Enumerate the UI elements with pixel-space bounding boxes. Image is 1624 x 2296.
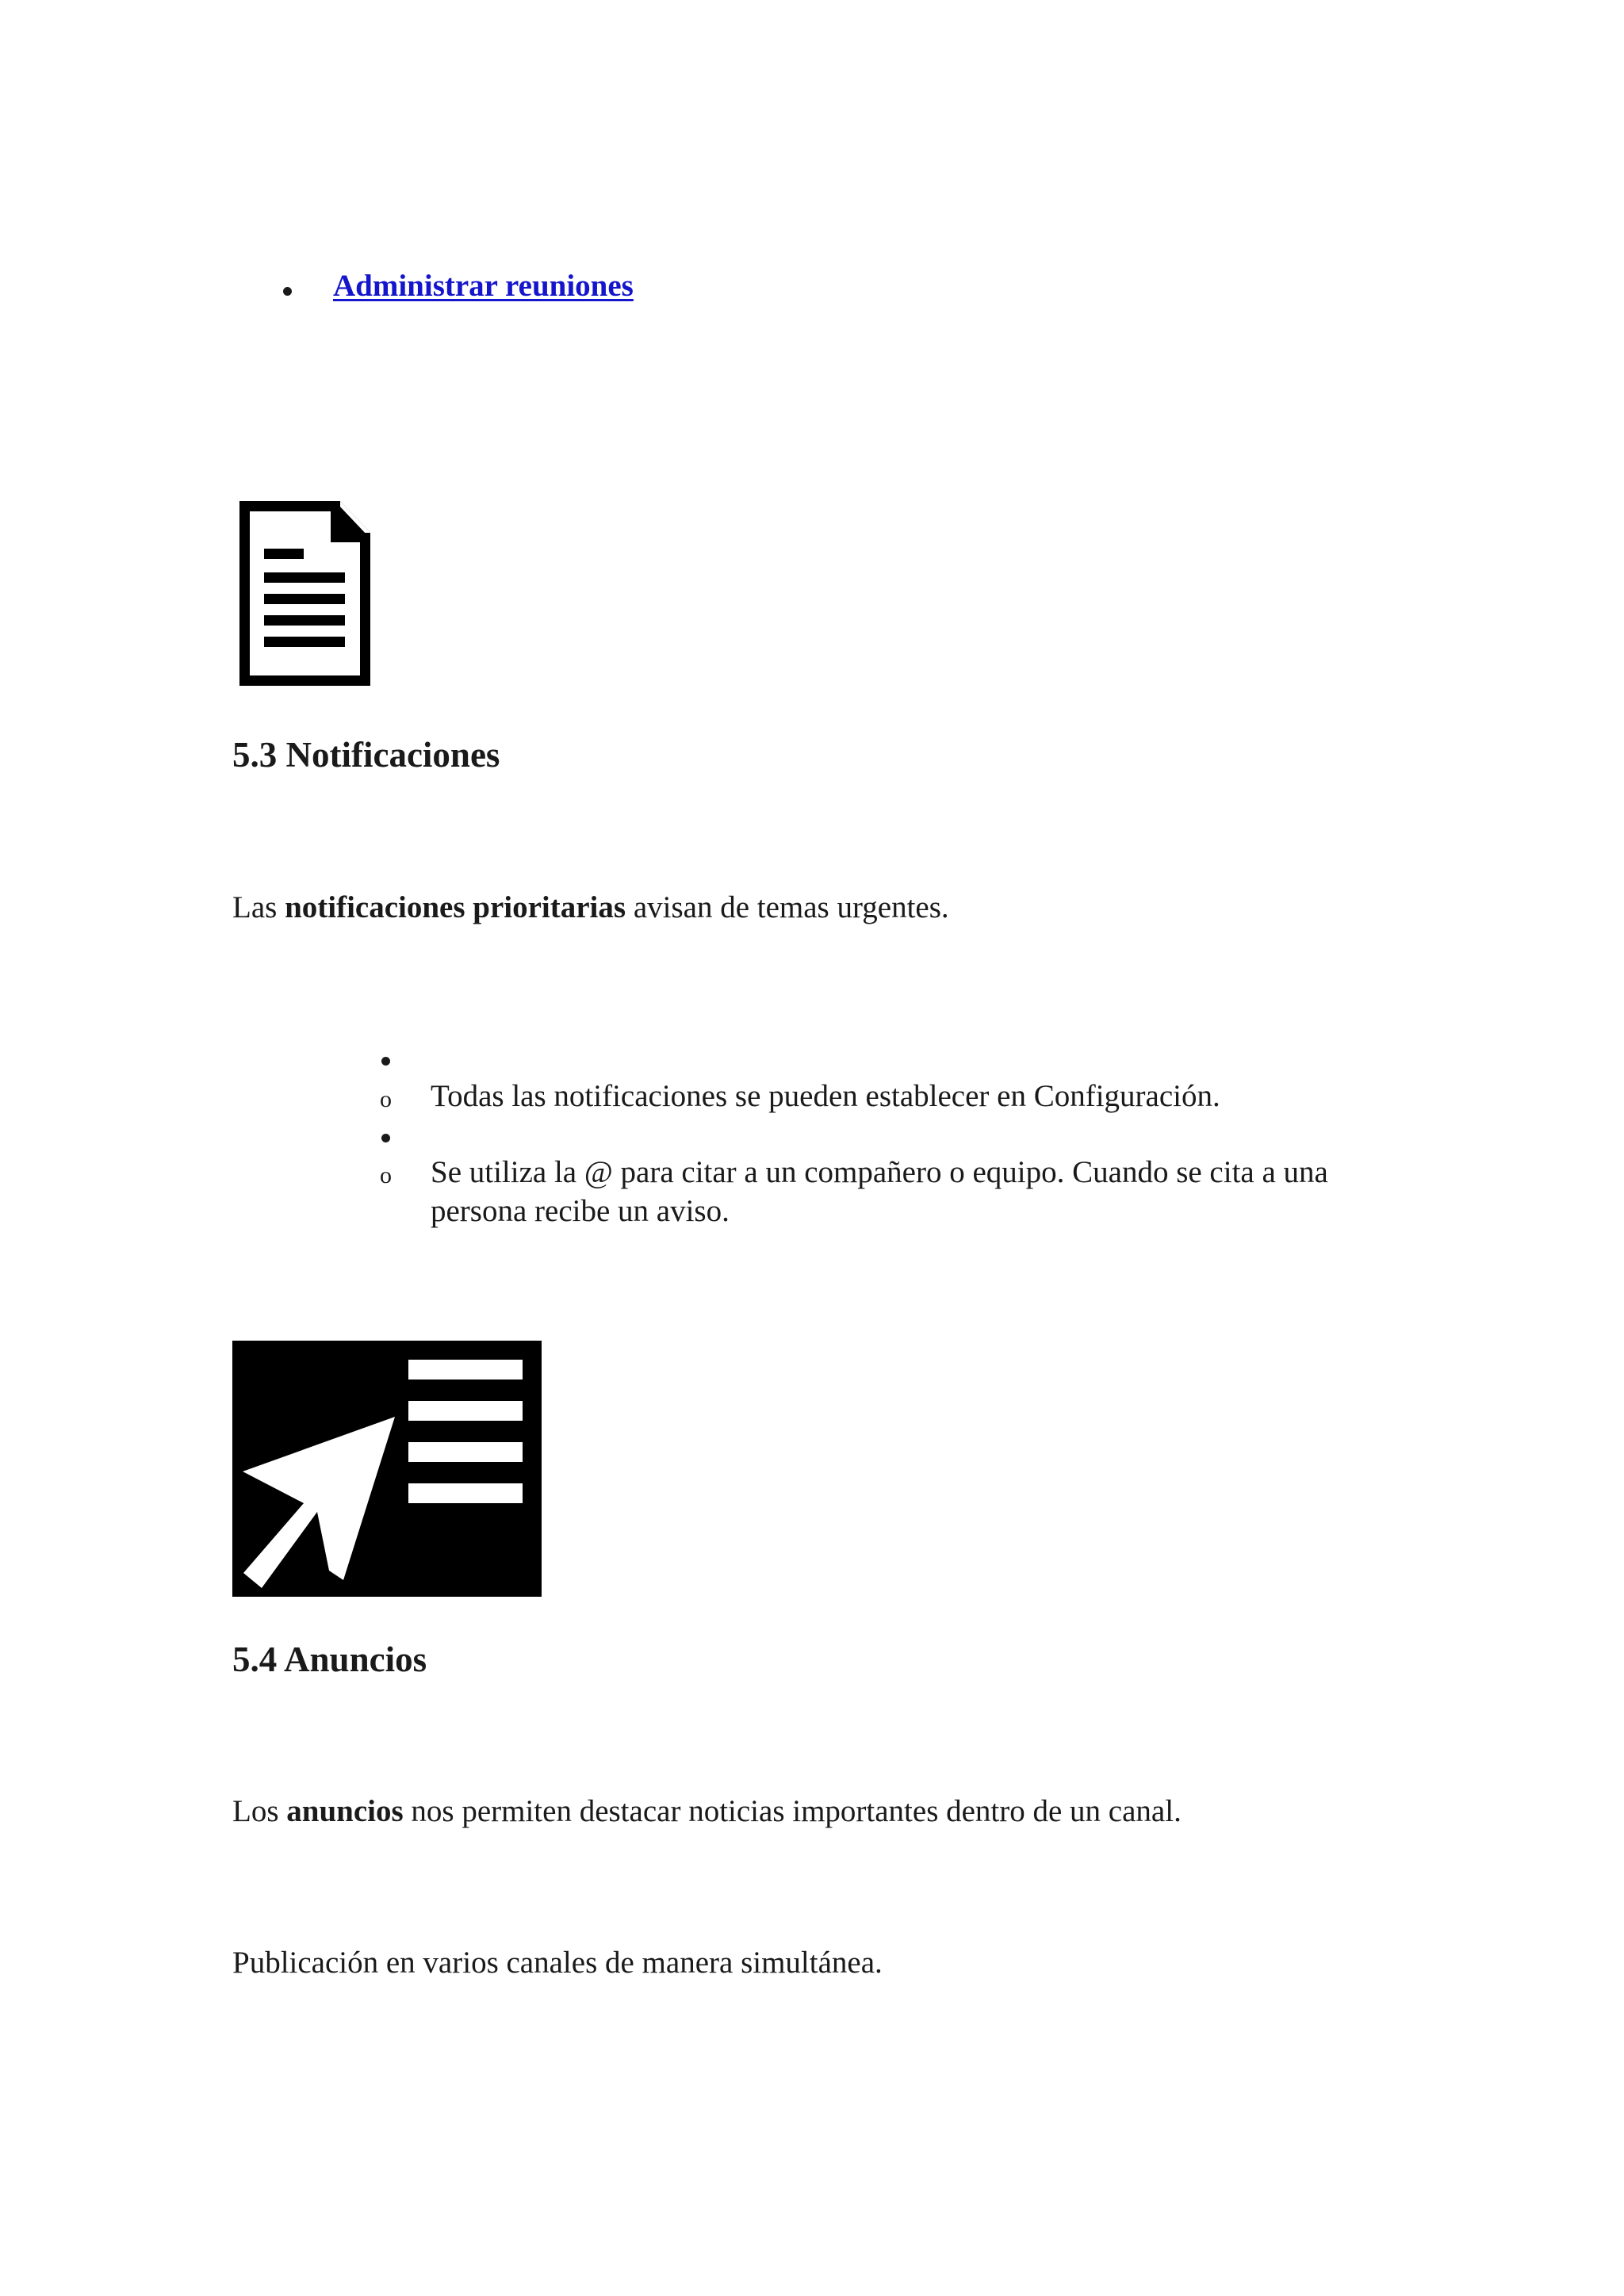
list-item-mention: Se utiliza la @ para citar a un compañero o equipo. Cuando se cita a una [431, 1155, 1328, 1189]
intro-prefix: Los [232, 1794, 287, 1828]
document-icon [239, 501, 370, 686]
intro-suffix: nos permiten destacar noticias importantes dentro de un canal. [403, 1794, 1182, 1828]
announcements-heading: 5.4 Anuncios [232, 1640, 427, 1679]
administrar-reuniones-link[interactable]: Administrar reuniones [333, 269, 634, 303]
list-item-mention-cont: persona recibe un aviso. [431, 1194, 730, 1228]
announcement-icon [232, 1341, 542, 1597]
intro-bold: notificaciones prioritarias [285, 890, 626, 924]
sub-bullet-marker: o [380, 1086, 392, 1112]
intro-prefix: Las [232, 890, 285, 924]
bullet-dot [283, 287, 292, 296]
intro-bold: anuncios [286, 1794, 404, 1828]
sub-bullet-marker: o [380, 1162, 392, 1188]
announcements-intro [232, 1792, 1182, 1831]
announcements-paragraph: Publicación en varios canales de manera simultánea. [232, 1946, 883, 1980]
notifications-intro [232, 888, 949, 928]
intro-suffix: avisan de temas urgentes. [626, 890, 949, 924]
list-item-configuracion: Todas las notificaciones se pueden establecer en Configuración. [431, 1079, 1220, 1113]
notifications-heading: 5.3 Notificaciones [232, 735, 500, 775]
bullet-dot [381, 1057, 390, 1066]
bullet-dot [381, 1134, 390, 1142]
